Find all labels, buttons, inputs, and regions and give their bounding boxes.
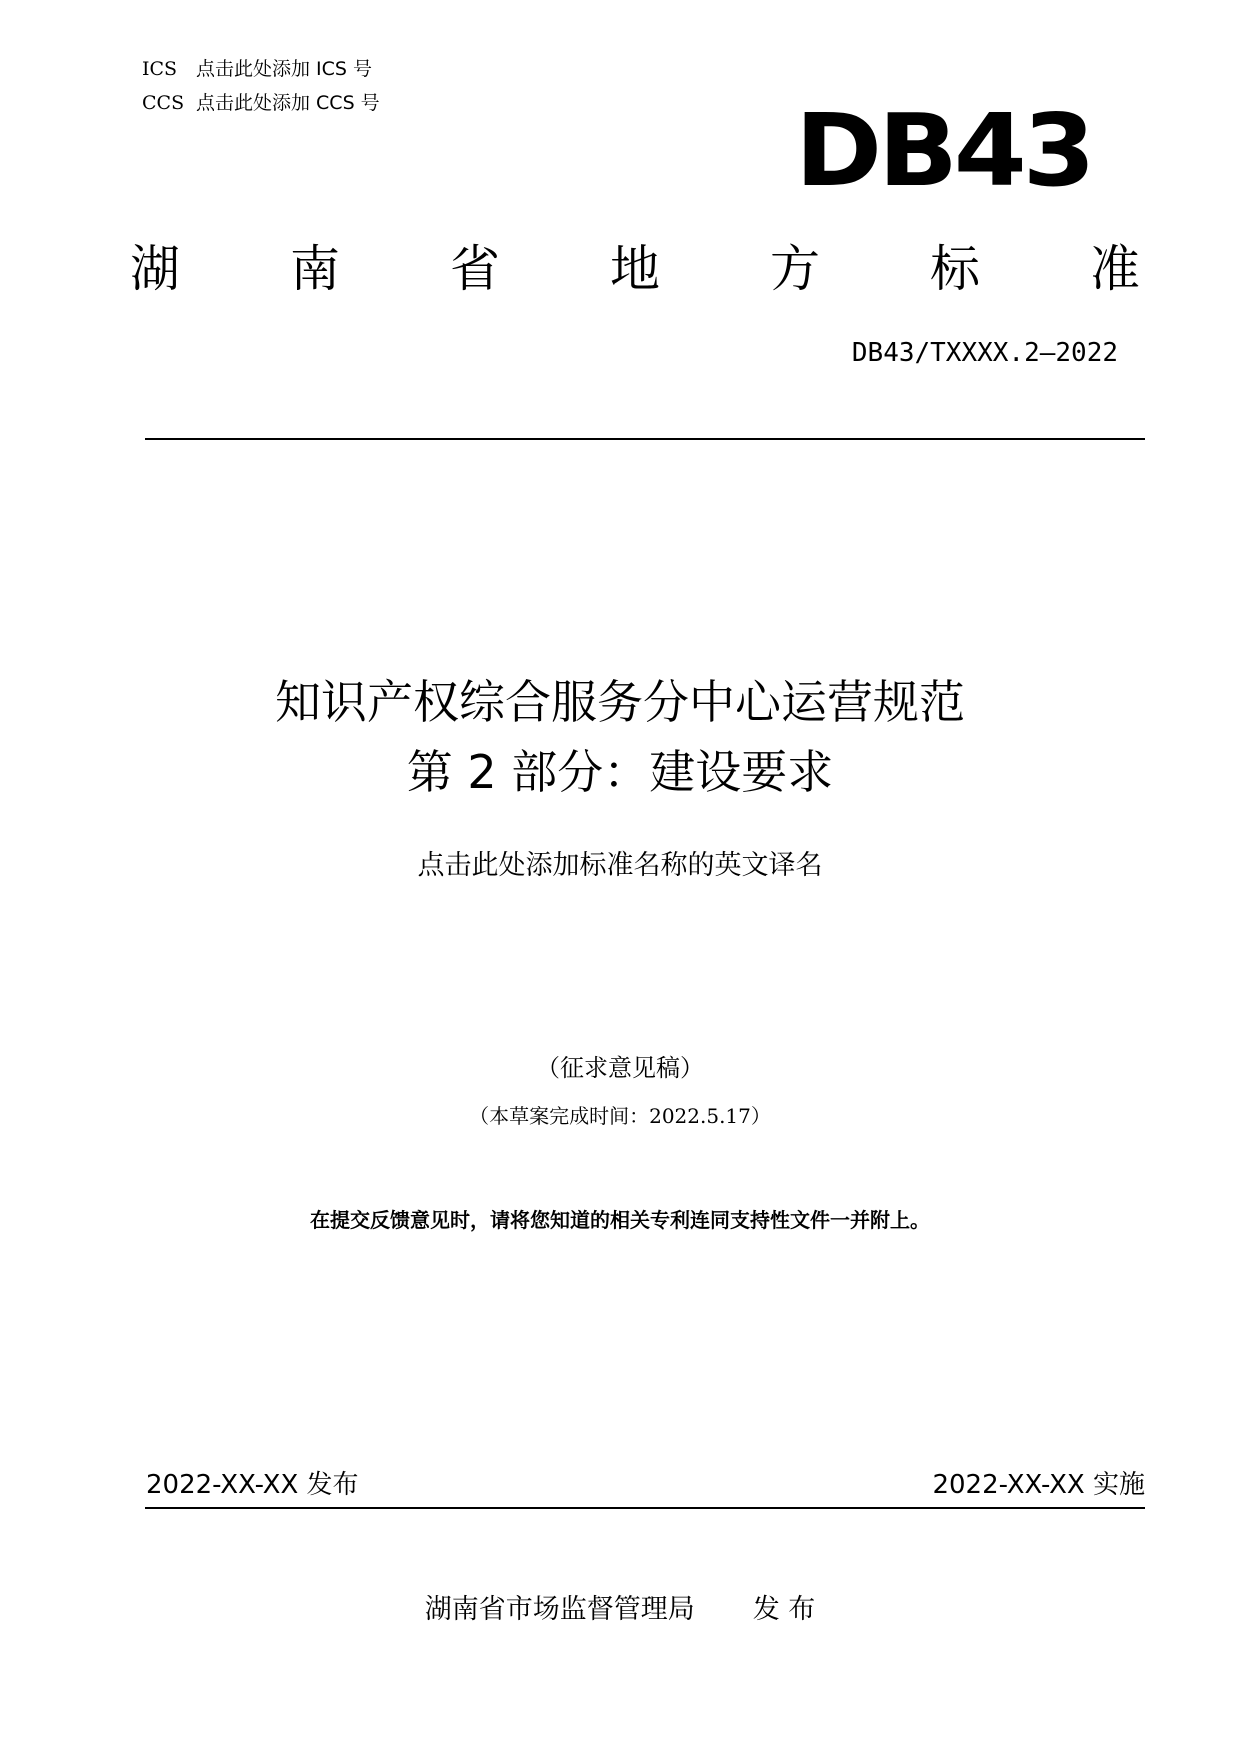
standard-number: DB43/TXXXX.2—2022 bbox=[851, 338, 1118, 368]
bottom-divider bbox=[145, 1507, 1145, 1509]
ccs-placeholder[interactable]: 点击此处添加 CCS 号 bbox=[196, 92, 380, 114]
standard-type-char: 方 bbox=[770, 240, 820, 298]
ics-label: ICS bbox=[142, 58, 178, 80]
standard-type-char: 省 bbox=[450, 240, 500, 298]
effective-date[interactable]: 2022-XX-XX 实施 bbox=[932, 1470, 1145, 1500]
standard-type-char: 地 bbox=[610, 240, 660, 298]
standard-type-char: 准 bbox=[1090, 240, 1140, 298]
standard-type-char: 南 bbox=[290, 240, 340, 298]
title-line-1[interactable]: 知识产权综合服务分中心运营规范 bbox=[275, 675, 965, 729]
issuer-name: 湖南省市场监督管理局 bbox=[424, 1594, 695, 1625]
standard-type-char: 湖 bbox=[130, 240, 180, 298]
standard-type-char: 标 bbox=[930, 240, 980, 298]
db43-logo: DB43 bbox=[795, 92, 1092, 209]
standard-type-heading bbox=[130, 238, 1140, 300]
english-name-placeholder[interactable]: 点击此处添加标准名称的英文译名 bbox=[417, 850, 823, 881]
ccs-label: CCS bbox=[142, 92, 185, 114]
publish-date[interactable]: 2022-XX-XX 发布 bbox=[146, 1470, 359, 1500]
draft-completion-time: （本草案完成时间：2022.5.17） bbox=[469, 1104, 771, 1128]
draft-status: （征求意见稿） bbox=[536, 1054, 704, 1082]
issuer-action: 发 布 bbox=[752, 1594, 816, 1625]
ics-row bbox=[142, 56, 372, 82]
ics-placeholder[interactable]: 点击此处添加 ICS 号 bbox=[196, 58, 373, 80]
top-divider bbox=[145, 438, 1145, 440]
issuer-line bbox=[0, 1592, 1240, 1628]
patent-notice: 在提交反馈意见时，请将您知道的相关专利连同支持性文件一并附上。 bbox=[310, 1208, 930, 1232]
title-line-2[interactable]: 第 2 部分：建设要求 bbox=[406, 745, 834, 799]
ccs-row bbox=[142, 90, 380, 116]
